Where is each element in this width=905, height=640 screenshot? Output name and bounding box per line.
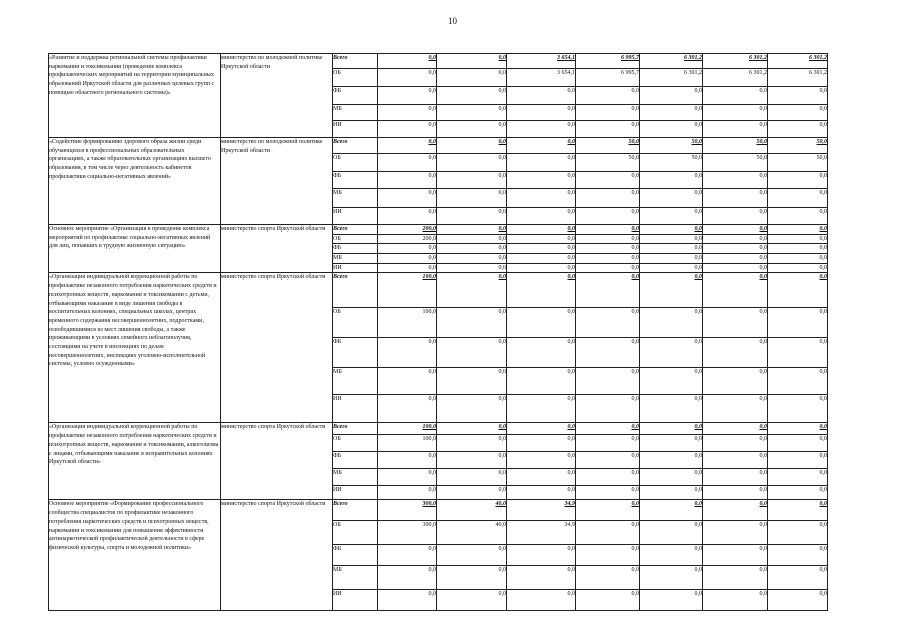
- amount-cell: 0,0: [378, 121, 437, 138]
- amount-cell: 0,0: [576, 172, 640, 189]
- funding-source: ИИ: [333, 590, 378, 611]
- amount-cell: 0,0: [507, 172, 576, 189]
- amount-cell: 0,0: [703, 545, 768, 566]
- amount-cell: 0,0: [768, 395, 828, 423]
- amount-cell: 0,0: [437, 154, 507, 172]
- amount-cell: 0,0: [640, 521, 703, 545]
- funding-source: МБ: [333, 254, 378, 264]
- amount-cell: 0,0: [768, 121, 828, 138]
- funding-source: ИИ: [333, 263, 378, 273]
- amount-cell: 0,0: [576, 469, 640, 486]
- amount-cell: 50,0: [703, 138, 768, 154]
- amount-cell: 0,0: [703, 87, 768, 105]
- amount-cell: 0,0: [576, 590, 640, 611]
- amount-cell: 0,0: [378, 469, 437, 486]
- amount-cell: 0,0: [576, 338, 640, 368]
- amount-cell: 0,0: [576, 234, 640, 244]
- amount-cell: 0,0: [437, 54, 507, 69]
- amount-cell: 100,0: [378, 423, 437, 435]
- amount-cell: 0,0: [437, 273, 507, 308]
- amount-cell: 40,0: [437, 521, 507, 545]
- amount-cell: 0,0: [768, 500, 828, 521]
- amount-cell: 0,0: [378, 87, 437, 105]
- amount-cell: 0,0: [576, 486, 640, 500]
- amount-cell: 0,0: [640, 225, 703, 235]
- amount-cell: 40,0: [437, 500, 507, 521]
- amount-cell: 0,0: [576, 500, 640, 521]
- amount-cell: 0,0: [378, 452, 437, 469]
- amount-cell: 0,0: [378, 172, 437, 189]
- amount-cell: 0,0: [437, 105, 507, 121]
- amount-cell: 0,0: [437, 69, 507, 87]
- amount-cell: 0,0: [378, 138, 437, 154]
- amount-cell: 0,0: [437, 338, 507, 368]
- amount-cell: 0,0: [768, 545, 828, 566]
- amount-cell: 0,0: [703, 244, 768, 254]
- amount-cell: 100,0: [378, 273, 437, 308]
- funding-source: МБ: [333, 566, 378, 590]
- amount-cell: 0,0: [703, 590, 768, 611]
- responsible-executor: министерство по молодежной политике Иркутской области: [221, 138, 333, 225]
- funding-source: ФБ: [333, 545, 378, 566]
- amount-cell: 0,0: [576, 566, 640, 590]
- amount-cell: 0,0: [576, 545, 640, 566]
- amount-cell: 0,0: [768, 234, 828, 244]
- amount-cell: 0,0: [378, 69, 437, 87]
- funding-source: ИИ: [333, 486, 378, 500]
- amount-cell: 0,0: [576, 452, 640, 469]
- amount-cell: 0,0: [768, 566, 828, 590]
- amount-cell: 100,0: [378, 435, 437, 452]
- amount-cell: 0,0: [703, 121, 768, 138]
- amount-cell: 0,0: [437, 423, 507, 435]
- amount-cell: 0,0: [640, 395, 703, 423]
- amount-cell: 0,0: [507, 566, 576, 590]
- amount-cell: 0,0: [768, 105, 828, 121]
- amount-cell: 0,0: [640, 234, 703, 244]
- amount-cell: 0,0: [703, 263, 768, 273]
- amount-cell: 0,0: [576, 87, 640, 105]
- amount-cell: 0,0: [378, 590, 437, 611]
- funding-source: МБ: [333, 368, 378, 395]
- funding-source: МБ: [333, 469, 378, 486]
- amount-cell: 50,0: [703, 154, 768, 172]
- amount-cell: 6 301,2: [640, 69, 703, 87]
- amount-cell: 0,0: [507, 234, 576, 244]
- funding-source: ОБ: [333, 234, 378, 244]
- amount-cell: 0,0: [640, 208, 703, 225]
- amount-cell: 0,0: [703, 189, 768, 208]
- funding-source: МБ: [333, 105, 378, 121]
- amount-cell: 0,0: [703, 566, 768, 590]
- amount-cell: 0,0: [640, 273, 703, 308]
- amount-cell: 6 301,2: [703, 54, 768, 69]
- amount-cell: 0,0: [507, 423, 576, 435]
- amount-cell: 0,0: [768, 423, 828, 435]
- responsible-executor: министерство спорта Иркутской области: [221, 273, 333, 423]
- amount-cell: 0,0: [378, 338, 437, 368]
- amount-cell: 0,0: [703, 338, 768, 368]
- amount-cell: 0,0: [378, 105, 437, 121]
- amount-cell: 0,0: [507, 208, 576, 225]
- amount-cell: 0,0: [703, 234, 768, 244]
- amount-cell: 6 301,2: [703, 69, 768, 87]
- amount-cell: 200,0: [378, 234, 437, 244]
- amount-cell: 6 995,7: [576, 54, 640, 69]
- amount-cell: 0,0: [703, 521, 768, 545]
- amount-cell: 0,0: [437, 225, 507, 235]
- amount-cell: 0,0: [576, 105, 640, 121]
- amount-cell: 0,0: [378, 154, 437, 172]
- amount-cell: 0,0: [576, 273, 640, 308]
- amount-cell: 0,0: [703, 469, 768, 486]
- amount-cell: 0,0: [437, 435, 507, 452]
- amount-cell: 0,0: [703, 452, 768, 469]
- measure-name: «Содействие формированию здорового образа жизни среди обучающихся в профессиональных образовательных организациях, а также образовательных организациях высшего образования, в том числе через деятельность кабинетов профилактики социально-негативных явлений»: [49, 138, 221, 225]
- amount-cell: 0,0: [576, 308, 640, 338]
- amount-cell: 0,0: [640, 452, 703, 469]
- amount-cell: 0,0: [507, 189, 576, 208]
- amount-cell: 0,0: [576, 395, 640, 423]
- amount-cell: 0,0: [437, 244, 507, 254]
- responsible-executor: министерство спорта Иркутской области: [221, 423, 333, 500]
- amount-cell: 0,0: [507, 435, 576, 452]
- amount-cell: 0,0: [576, 423, 640, 435]
- amount-cell: 50,0: [640, 138, 703, 154]
- amount-cell: 0,0: [378, 368, 437, 395]
- amount-cell: 0,0: [507, 273, 576, 308]
- amount-cell: 0,0: [437, 590, 507, 611]
- amount-cell: 34,9: [507, 500, 576, 521]
- measure-name: «Развитие и поддержка региональной системы профилактики наркомании и токсикомании (проведение комплекса профилактических мероприятий на территории муниципальных образований Иркутской области для различных целевых групп с помощью областного регионального системы)»: [49, 54, 221, 138]
- amount-cell: 0,0: [507, 105, 576, 121]
- amount-cell: 0,0: [640, 545, 703, 566]
- amount-cell: 0,0: [378, 395, 437, 423]
- amount-cell: 0,0: [507, 154, 576, 172]
- amount-cell: 0,0: [768, 435, 828, 452]
- amount-cell: 0,0: [507, 469, 576, 486]
- amount-cell: 0,0: [507, 452, 576, 469]
- amount-cell: 3 654,1: [507, 69, 576, 87]
- amount-cell: 0,0: [703, 225, 768, 235]
- amount-cell: 0,0: [378, 254, 437, 264]
- amount-cell: 0,0: [378, 54, 437, 69]
- amount-cell: 0,0: [768, 254, 828, 264]
- amount-cell: 0,0: [437, 308, 507, 338]
- responsible-executor: министерство по молодежной политике Иркутской области: [221, 54, 333, 138]
- amount-cell: 0,0: [640, 566, 703, 590]
- amount-cell: 0,0: [703, 500, 768, 521]
- funding-table-body: [49, 54, 828, 611]
- amount-cell: 0,0: [768, 172, 828, 189]
- amount-cell: 0,0: [768, 263, 828, 273]
- amount-cell: 0,0: [703, 368, 768, 395]
- amount-cell: 0,0: [640, 500, 703, 521]
- amount-cell: 0,0: [640, 172, 703, 189]
- funding-source: ОБ: [333, 154, 378, 172]
- amount-cell: 0,0: [576, 521, 640, 545]
- amount-cell: 0,0: [437, 263, 507, 273]
- funding-source: Всего: [333, 500, 378, 521]
- amount-cell: 0,0: [576, 225, 640, 235]
- amount-cell: 0,0: [768, 244, 828, 254]
- amount-cell: 0,0: [768, 208, 828, 225]
- amount-cell: 0,0: [640, 189, 703, 208]
- amount-cell: 0,0: [576, 244, 640, 254]
- table-row: [49, 138, 828, 154]
- table-row: [49, 225, 828, 235]
- amount-cell: 0,0: [507, 590, 576, 611]
- amount-cell: 0,0: [378, 244, 437, 254]
- amount-cell: 0,0: [437, 469, 507, 486]
- amount-cell: 0,0: [576, 208, 640, 225]
- amount-cell: 0,0: [703, 172, 768, 189]
- amount-cell: 0,0: [768, 189, 828, 208]
- amount-cell: 0,0: [378, 263, 437, 273]
- amount-cell: 0,0: [378, 545, 437, 566]
- amount-cell: 0,0: [640, 338, 703, 368]
- amount-cell: 0,0: [768, 486, 828, 500]
- funding-source: ОБ: [333, 69, 378, 87]
- amount-cell: 0,0: [437, 87, 507, 105]
- table-row: [49, 54, 828, 69]
- amount-cell: 0,0: [507, 244, 576, 254]
- amount-cell: 0,0: [768, 590, 828, 611]
- amount-cell: 0,0: [640, 368, 703, 395]
- amount-cell: 0,0: [768, 273, 828, 308]
- amount-cell: 0,0: [576, 189, 640, 208]
- amount-cell: 0,0: [437, 486, 507, 500]
- amount-cell: 0,0: [437, 545, 507, 566]
- amount-cell: 0,0: [640, 308, 703, 338]
- funding-source: Всего: [333, 423, 378, 435]
- funding-source: ОБ: [333, 435, 378, 452]
- funding-source: МБ: [333, 189, 378, 208]
- table-row: [49, 500, 828, 521]
- amount-cell: 0,0: [437, 368, 507, 395]
- amount-cell: 0,0: [640, 254, 703, 264]
- amount-cell: 300,0: [378, 500, 437, 521]
- amount-cell: 0,0: [437, 566, 507, 590]
- amount-cell: 0,0: [576, 368, 640, 395]
- amount-cell: 0,0: [507, 225, 576, 235]
- funding-source: ИИ: [333, 208, 378, 225]
- amount-cell: 0,0: [576, 435, 640, 452]
- amount-cell: 0,0: [703, 423, 768, 435]
- amount-cell: 300,0: [378, 521, 437, 545]
- funding-source: ФБ: [333, 172, 378, 189]
- amount-cell: 50,0: [576, 138, 640, 154]
- responsible-executor: министерство спорта Иркутской области: [221, 500, 333, 611]
- funding-source: ИИ: [333, 395, 378, 423]
- amount-cell: 0,0: [437, 138, 507, 154]
- amount-cell: 0,0: [768, 225, 828, 235]
- amount-cell: 6 301,2: [768, 69, 828, 87]
- amount-cell: 200,0: [378, 225, 437, 235]
- funding-source: ИИ: [333, 121, 378, 138]
- amount-cell: 0,0: [437, 189, 507, 208]
- amount-cell: 0,0: [507, 263, 576, 273]
- funding-source: Всего: [333, 54, 378, 69]
- amount-cell: 0,0: [437, 452, 507, 469]
- amount-cell: 0,0: [703, 308, 768, 338]
- amount-cell: 0,0: [437, 172, 507, 189]
- amount-cell: 0,0: [768, 308, 828, 338]
- amount-cell: 34,9: [507, 521, 576, 545]
- funding-source: ФБ: [333, 338, 378, 368]
- amount-cell: 0,0: [703, 435, 768, 452]
- amount-cell: 0,0: [507, 368, 576, 395]
- amount-cell: 100,0: [378, 308, 437, 338]
- amount-cell: 6 301,2: [640, 54, 703, 69]
- amount-cell: 0,0: [768, 338, 828, 368]
- amount-cell: 0,0: [507, 338, 576, 368]
- amount-cell: 0,0: [437, 208, 507, 225]
- amount-cell: 0,0: [507, 254, 576, 264]
- amount-cell: 0,0: [576, 263, 640, 273]
- amount-cell: 0,0: [640, 423, 703, 435]
- funding-source: ОБ: [333, 521, 378, 545]
- amount-cell: 0,0: [378, 486, 437, 500]
- amount-cell: 0,0: [768, 469, 828, 486]
- amount-cell: 6 301,2: [768, 54, 828, 69]
- funding-source: Всего: [333, 225, 378, 235]
- amount-cell: 0,0: [768, 368, 828, 395]
- amount-cell: 0,0: [640, 469, 703, 486]
- amount-cell: 0,0: [640, 121, 703, 138]
- amount-cell: 0,0: [378, 208, 437, 225]
- amount-cell: 50,0: [768, 154, 828, 172]
- amount-cell: 0,0: [640, 87, 703, 105]
- amount-cell: 0,0: [640, 105, 703, 121]
- amount-cell: 0,0: [703, 208, 768, 225]
- amount-cell: 0,0: [378, 189, 437, 208]
- amount-cell: 0,0: [507, 486, 576, 500]
- amount-cell: 0,0: [703, 105, 768, 121]
- amount-cell: 0,0: [507, 87, 576, 105]
- amount-cell: 0,0: [507, 121, 576, 138]
- amount-cell: 0,0: [437, 254, 507, 264]
- measure-name: «Организация индивидуальной коррекционной работы по профилактике незаконного потребления наркотических средств и психотропных веществ, наркомании и токсикомании, алкоголизма с лицами, отбывающими наказание в исправительных колониях Иркутской области»: [49, 423, 221, 500]
- amount-cell: 0,0: [437, 121, 507, 138]
- amount-cell: 0,0: [576, 254, 640, 264]
- amount-cell: 0,0: [437, 234, 507, 244]
- amount-cell: 0,0: [576, 121, 640, 138]
- funding-table: [48, 53, 828, 611]
- page-number: 10: [448, 16, 457, 26]
- funding-source: ФБ: [333, 244, 378, 254]
- table-row: [49, 423, 828, 435]
- measure-name: Основное мероприятие «Формирование профессионального сообщества специалистов по профилактике незаконного потребления наркотических средств и психотропных веществ, наркомании и токсикомании для повышения эффективности антинаркотической профилактической деятельности в сфере физической культуры, спорта и молодежной политики»: [49, 500, 221, 611]
- amount-cell: 50,0: [768, 138, 828, 154]
- amount-cell: 0,0: [507, 308, 576, 338]
- amount-cell: 3 654,1: [507, 54, 576, 69]
- amount-cell: 0,0: [640, 263, 703, 273]
- amount-cell: 0,0: [703, 395, 768, 423]
- amount-cell: 0,0: [507, 138, 576, 154]
- amount-cell: 6 995,7: [576, 69, 640, 87]
- amount-cell: 0,0: [640, 435, 703, 452]
- funding-source: Всего: [333, 273, 378, 308]
- funding-source: ОБ: [333, 308, 378, 338]
- funding-source: ФБ: [333, 452, 378, 469]
- amount-cell: 0,0: [768, 521, 828, 545]
- amount-cell: 0,0: [437, 395, 507, 423]
- table-row: [49, 273, 828, 308]
- amount-cell: 0,0: [703, 273, 768, 308]
- measure-name: «Организация индивидуальной коррекционной работы по профилактике незаконного потребления наркотических средств и психотропных веществ, наркомании и токсикомании с детьми, отбывающими наказание в виде лишения свободы в воспитательных колониях, специальных школах, центрах временного содержания несовершеннолетних, подростками, освободившимися из мест лишения свободы, а также проживающими в условиях семейного неблагополучия, состоящими на учете в инспекциях по делам несовершеннолетних, инспекциях уголовно-исполнительной системы, условно осужденными»: [49, 273, 221, 423]
- amount-cell: 0,0: [640, 244, 703, 254]
- amount-cell: 0,0: [640, 486, 703, 500]
- amount-cell: 0,0: [768, 452, 828, 469]
- amount-cell: 0,0: [507, 395, 576, 423]
- amount-cell: 0,0: [703, 486, 768, 500]
- amount-cell: 0,0: [507, 545, 576, 566]
- amount-cell: 0,0: [378, 566, 437, 590]
- amount-cell: 50,0: [576, 154, 640, 172]
- amount-cell: 0,0: [768, 87, 828, 105]
- responsible-executor: министерство спорта Иркутской области: [221, 225, 333, 273]
- funding-source: Всего: [333, 138, 378, 154]
- funding-source: ФБ: [333, 87, 378, 105]
- amount-cell: 0,0: [640, 590, 703, 611]
- amount-cell: 50,0: [640, 154, 703, 172]
- amount-cell: 0,0: [703, 254, 768, 264]
- measure-name: Основное мероприятие «Организация в проведение комплекса мероприятий по профилактике социально-негативных явлений для лиц, попавших в трудную жизненную ситуацию»: [49, 225, 221, 273]
